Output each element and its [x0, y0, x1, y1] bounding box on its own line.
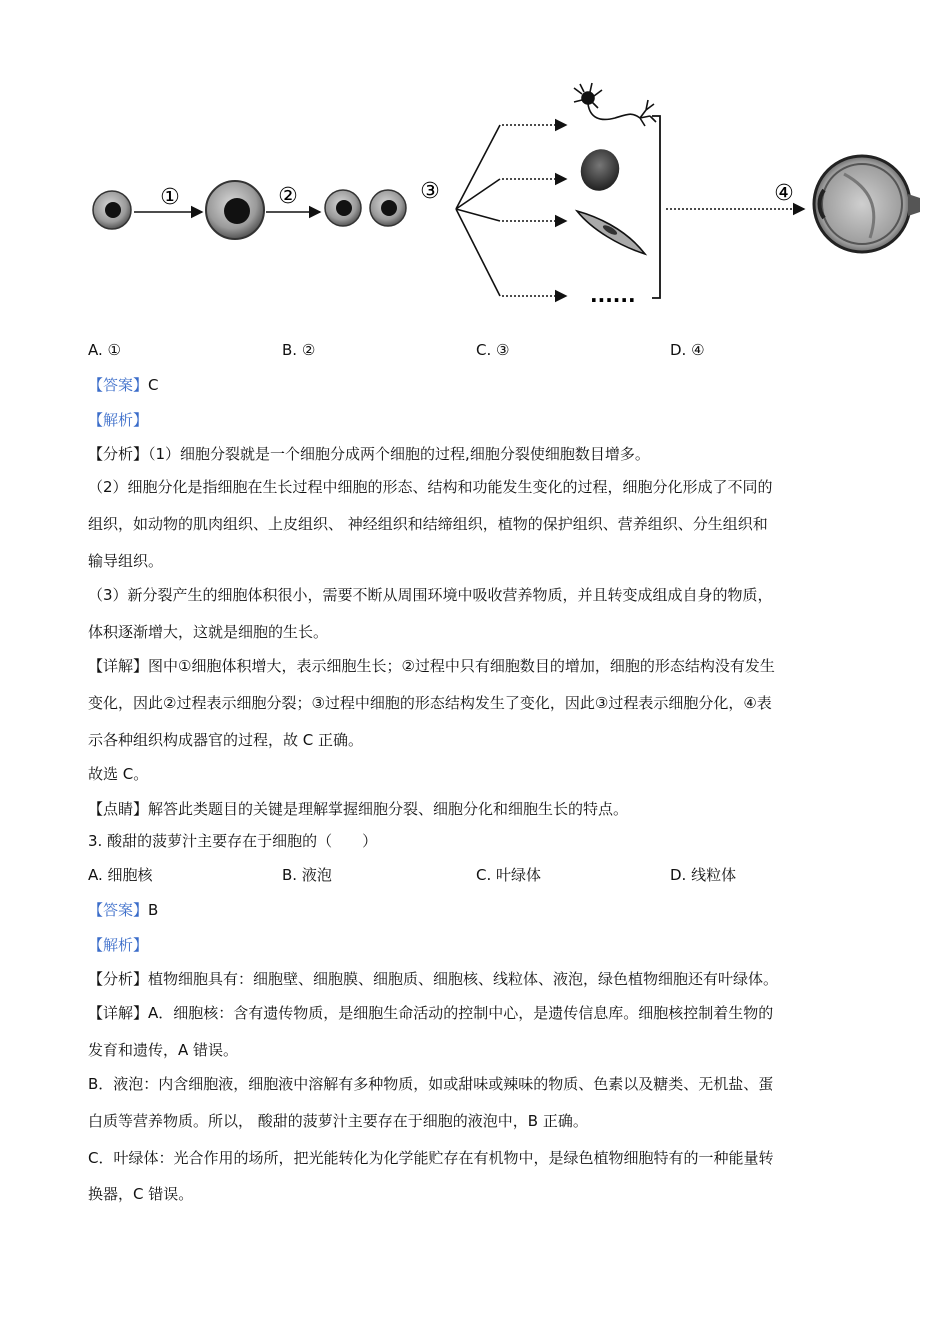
step-label-3: ③ [420, 179, 440, 204]
q3-option-b[interactable]: B. 液泡 [282, 866, 332, 884]
divided-cell-a [325, 190, 361, 226]
large-cell [206, 181, 264, 239]
q2-fenxi-line-4: 输导组织。 [88, 552, 164, 570]
more-cells-dots: ...... [590, 283, 636, 307]
step-label-2: ② [278, 184, 298, 209]
neuron-icon [574, 83, 656, 126]
q2-detail-line-1 [88, 656, 775, 676]
point-tag: 【点睛】 [88, 800, 149, 818]
q3-option-c[interactable]: C. 叶绿体 [476, 866, 542, 884]
q2-fenxi-line-6: 体积逐渐增大，这就是细胞的生长。 [88, 623, 329, 641]
q3-detail-line-1 [88, 1003, 773, 1023]
q3-detail-tag: 【详解】 [88, 1004, 149, 1022]
q2-fenxi-line-5: （3）新分裂产生的细胞体积很小，需要不断从周围环境中吸收营养物质，并且转变成组成自身的物质， [88, 586, 773, 604]
q2-fenxi-line-1 [88, 444, 650, 464]
differentiation-branches [456, 125, 500, 296]
q3-option-a[interactable]: A. 细胞核 [88, 866, 153, 884]
q2-fenxi-line-3: 组织，如动物的肌肉组织、上皮组织、 神经组织和结缔组织，植物的保护组织、营养组织、分生组织和 [88, 515, 768, 533]
q2-option-d[interactable]: D. ④ [670, 341, 705, 359]
muscle-cell-icon [577, 211, 645, 254]
q2-option-b[interactable]: B. ② [282, 341, 316, 359]
red-blood-cell-icon [575, 144, 625, 196]
q3-answer-tag: 【答案】 [88, 901, 149, 919]
q3-detail-line-4: 白质等营养物质。所以， 酸甜的菠萝汁主要存在于细胞的液泡中，B 正确。 [88, 1112, 588, 1130]
q2-answer-line [88, 375, 159, 395]
q3-detail-line-5: C．叶绿体：光合作用的场所，把光能转化为化学能贮存在有机物中，是绿色植物细胞特有的一种能量转 [88, 1149, 774, 1167]
q2-choose-line: 故选 C。 [88, 765, 149, 783]
fenxi-tag: 【分析】 [88, 445, 149, 463]
q3-analysis-tag: 【解析】 [88, 936, 149, 954]
q2-analysis-tag: 【解析】 [88, 411, 149, 429]
answer-tag: 【答案】 [88, 376, 149, 394]
cell-process-figure [80, 78, 920, 310]
q2-option-a[interactable]: A. ① [88, 341, 121, 359]
q3-fenxi-tag: 【分析】 [88, 970, 149, 988]
detail-tag: 【详解】 [88, 657, 149, 675]
q3-detail-line-6: 换器，C 错误。 [88, 1185, 194, 1203]
step-label-4: ④ [774, 181, 794, 206]
q3-answer-line [88, 900, 158, 920]
eye-organ-icon [814, 156, 920, 252]
dotted-arrows [502, 125, 566, 296]
q2-detail-line-3: 示各种组织构成器官的过程，故 C 正确。 [88, 731, 364, 749]
q3-option-d[interactable]: D. 线粒体 [670, 866, 737, 884]
tissue-bracket [652, 116, 660, 298]
q3-detail-line-2: 发育和遗传，A 错误。 [88, 1041, 239, 1059]
q2-detail-line-2: 变化，因此②过程表示细胞分裂；③过程中细胞的形态结构发生了变化，因此③过程表示细胞分化，④表 [88, 694, 772, 712]
small-cell-1 [93, 191, 131, 229]
divided-cell-b [370, 190, 406, 226]
answer-value: C [148, 376, 159, 394]
q2-point-line [88, 799, 628, 819]
q3-detail-line-3: B．液泡：内含细胞液，细胞液中溶解有多种物质，如或甜味或辣味的物质、色素以及糖类、无机盐、蛋 [88, 1075, 774, 1093]
point-text: 解答此类题目的关键是理解掌握细胞分裂、细胞分化和细胞生长的特点。 [148, 800, 629, 818]
q2-fenxi-line-2: （2）细胞分化是指细胞在生长过程中细胞的形态、结构和功能发生变化的过程，细胞分化形成了不同的 [88, 478, 773, 496]
q3-fenxi-line [88, 969, 778, 989]
q3-fenxi-text: 植物细胞具有：细胞壁、细胞膜、细胞质、细胞核、线粒体、液泡，绿色植物细胞还有叶绿体。 [148, 970, 779, 988]
q2-option-c[interactable]: C. ③ [476, 341, 510, 359]
q3-detail-text-a1: A．细胞核：含有遗传物质，是细胞生命活动的控制中心，是遗传信息库。细胞核控制着生物的 [148, 1004, 774, 1022]
q3-answer-value: B [148, 901, 159, 919]
detail-text-1: 图中①细胞体积增大，表示细胞生长；②过程中只有细胞数目的增加，细胞的形态结构没有发生 [148, 657, 775, 675]
fenxi-text-1: （1）细胞分裂就是一个细胞分成两个细胞的过程,细胞分裂使细胞数目增多。 [148, 445, 650, 463]
step-label-1: ① [160, 185, 180, 210]
q3-question: 3. 酸甜的菠萝汁主要存在于细胞的（ ） [88, 832, 378, 850]
